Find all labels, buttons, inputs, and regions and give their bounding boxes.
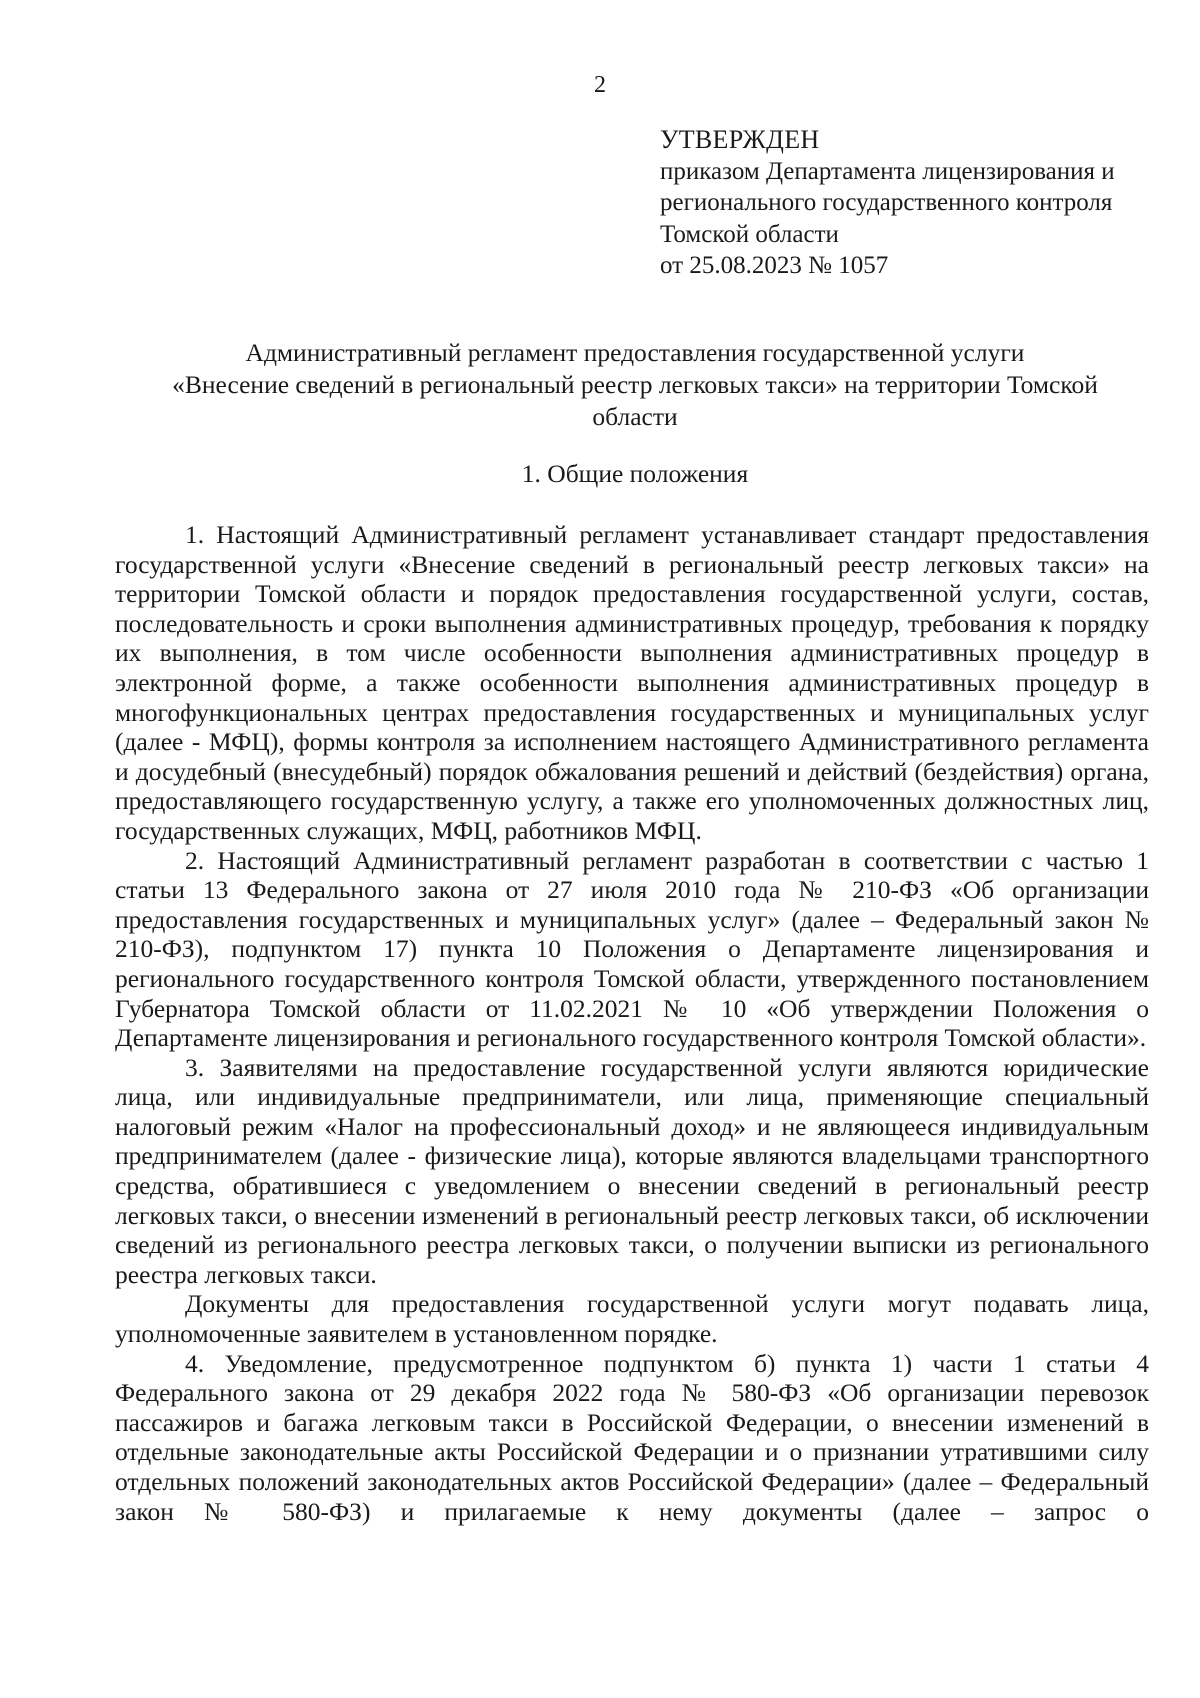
page-number: 2 (594, 72, 606, 98)
paragraph-1: 1. Настоящий Административный регламент устанавливает стандарт предоставления государственной услуги «Внесение сведений в региональный реестр легковых такси» на территории Томской области и порядок предоставления государственной услуги, состав, последовательность и сроки выполнения административных процедур, требования к порядку их выполнения, в том числе особенности выполнения административных процедур в электронной форме, а также особенности выполнения административных процедур в многофункциональных центрах предоставления государственных и муниципальных услуг (далее - МФЦ), формы контроля за исполнением настоящего Административного регламента и досудебный (внесудебный) порядок обжалования решений и действий (бездействия) органа, предоставляющего государственную услугу, а также его уполномоченных должностных лиц, государственных служащих, МФЦ, работников МФЦ. (115, 520, 1149, 845)
approval-line: приказом Департамента лицензирования и (660, 157, 1115, 185)
approval-title: УТВЕРЖДЕН (660, 125, 820, 154)
paragraph-2: 2. Настоящий Административный регламент разработан в соответствии с частью 1 статьи 13 Федерального закона от 27 июля 2010 года № 210-ФЗ «Об организации предоставления государственных и муниципальных услуг» (далее – Федеральный закон № 210-ФЗ), подпунктом 17) пункта 10 Положения о Департаменте лицензирования и регионального государственного контроля Томской области, утвержденного постановлением Губернатора Томской области от 11.02.2021 № 10 «Об утверждении Положения о Департаменте лицензирования и регионального государственного контроля Томской области». (115, 845, 1149, 1053)
approval-line: Томской области (660, 220, 839, 248)
document-title-line: Административный регламент предоставления государственной услуги (245, 338, 1025, 367)
approval-line: от 25.08.2023 № 1057 (660, 252, 889, 279)
document-title (120, 337, 1150, 433)
paragraph-3: 3. Заявителями на предоставление государственной услуги являются юридические лица, или индивидуальные предприниматели, или лица, применяющие специальный налоговый режим «Налог на профессиональный доход» и не являющееся индивидуальным предпринимателем (далее - физические лица), которые являются владельцами транспортного средства, обратившиеся с уведомлением о внесении сведений в региональный реестр легковых такси, о внесении изменений в региональный реестр легковых такси, об исключении сведений из регионального реестра легковых такси, о получении выписки из регионального реестра легковых такси. (115, 1052, 1149, 1289)
paragraph-4: 4. Уведомление, предусмотренное подпунктом б) пункта 1) части 1 статьи 4 Федерального закона от 29 декабря 2022 года № 580-ФЗ «Об организации перевозок пассажиров и багажа легковым такси в Российской Федерации, о внесении изменений в отдельные законодательные акты Российской Федерации и о признании утратившими силу отдельных положений законодательных актов Российской Федерации» (далее – Федеральный закон № 580-ФЗ) и прилагаемые к нему документы (далее – запрос о (115, 1348, 1149, 1526)
paragraph-3-continued: Документы для предоставления государственной услуги могут подавать лица, уполномоченные заявителем в установленном порядке. (115, 1289, 1149, 1349)
section-heading: 1. Общие положения (521, 459, 749, 488)
document-title-line: «Внесение сведений в региональный реестр легковых такси» на территории Томской (172, 370, 1098, 399)
document-title-line: области (592, 402, 678, 431)
approval-block (660, 124, 1180, 282)
approval-line: регионального государственного контроля (660, 189, 1113, 216)
body-text (115, 520, 1149, 1526)
